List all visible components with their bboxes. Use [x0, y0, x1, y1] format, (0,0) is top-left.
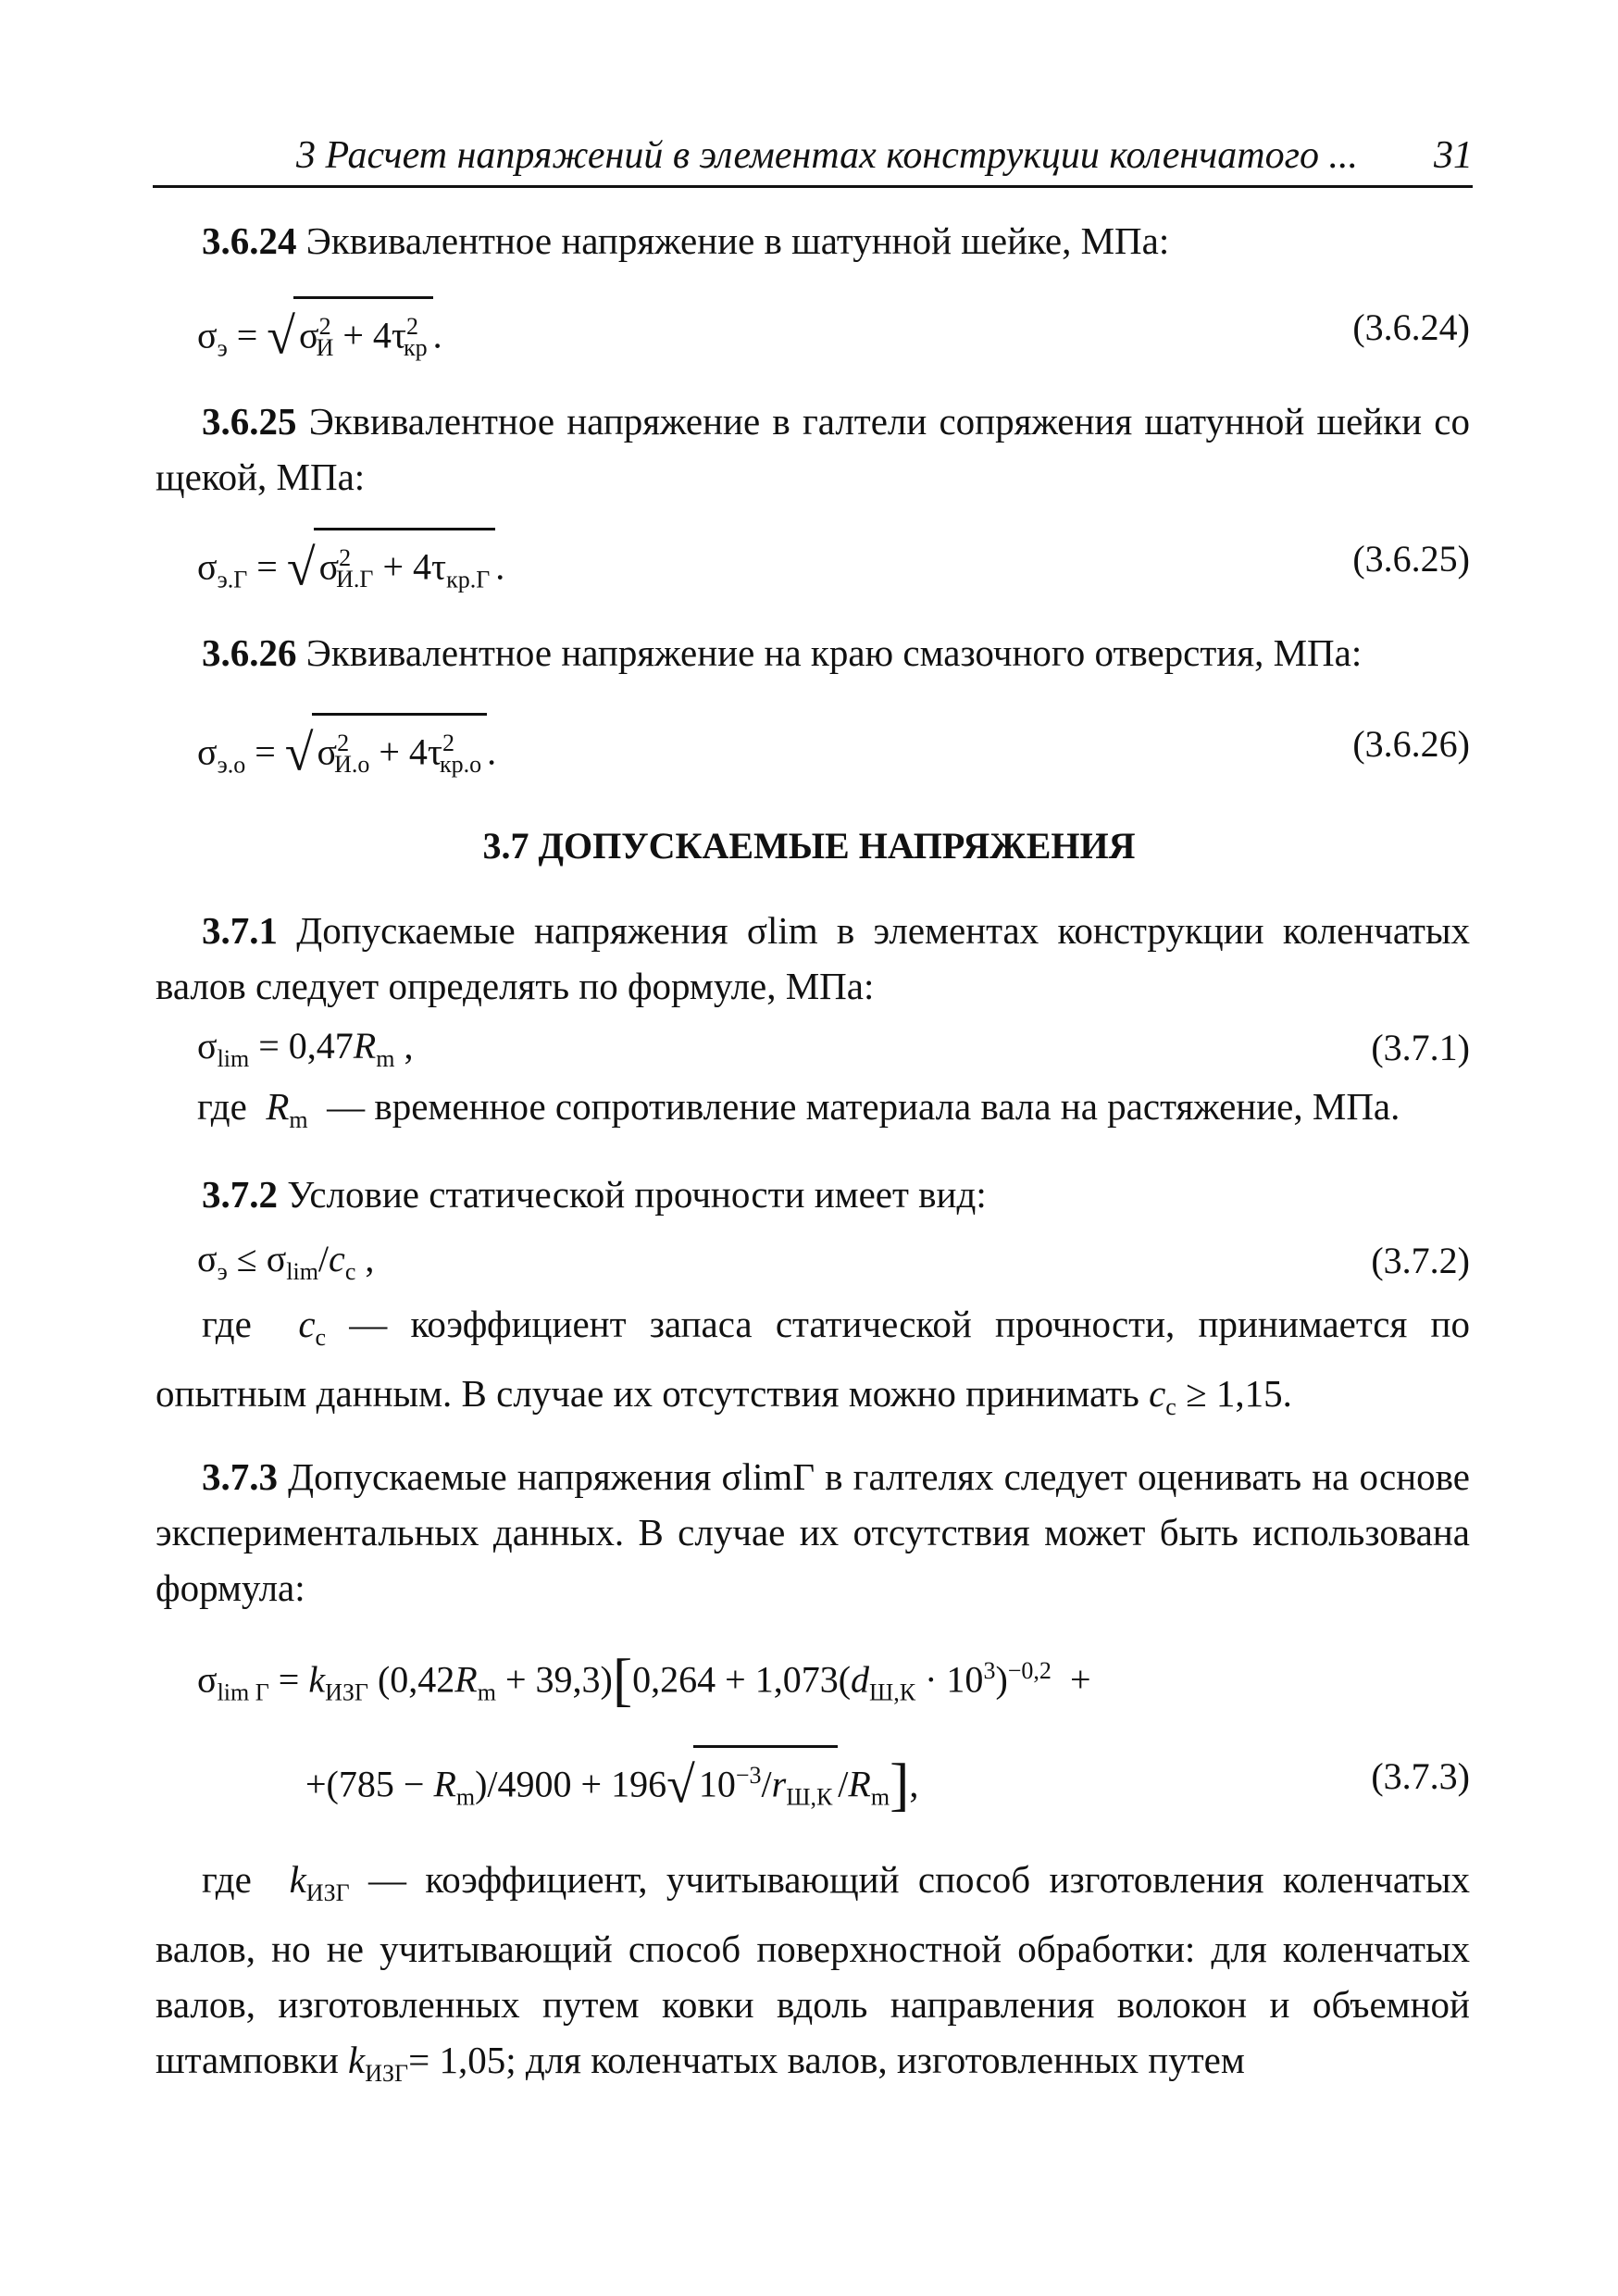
equation-number: (3.6.25)	[1352, 538, 1470, 580]
paragraph-3-7-1	[156, 903, 1470, 1014]
section-number: 3.7.1	[202, 909, 278, 952]
formula-text: = 0,47	[258, 1025, 354, 1067]
where-clause: где $c_с$ — коэффициент запаса статической прочности, принимается по опытным данным. В случае их отсутствия можно принимать $c_с \ge 1,15$.	[156, 1303, 1470, 1421]
formula-3-6-24: $\sigma_э$ = √ $\sigma^2_И + 4\tau^2_{кр}$ .	[197, 296, 442, 376]
paragraph-text: Допускаемые напряжения σlim в элементах конструкции коленчатых валов следует определять по формуле, МПа:	[156, 909, 1470, 1007]
formula-3-7-2: $\sigma_э \le \sigma_{lim}/c_с$ ,	[197, 1238, 375, 1285]
section-heading: 3.7 ДОПУСКАЕМЫЕ НАПРЯЖЕНИЯ	[482, 825, 1136, 867]
where-clause: где $k_{ИЗГ}$ — коэффициент, учитывающий способ изготовления коленчатых валов, но не учитывающий способ поверхностной обработки: для коленчатых валов, изготовленных путем ковки вдоль направления волокон и объемной штамповки $k_{ИЗГ}= 1,05$; для коленчатых валов, изготовленных путем	[156, 1858, 1470, 2088]
paragraph-text: Эквивалентное напряжение в галтели сопряжения шатунной шейки со щекой, МПа:	[156, 400, 1470, 498]
paragraph-text: Допускаемые напряжения σlimГ в галтелях следует оценивать на основе экспериментальных данных. В случае их отсутствия может быть использована формула:	[156, 1455, 1470, 1609]
equation-number: (3.7.3)	[1371, 1755, 1470, 1797]
where-value: = 1,05; для коленчатых валов, изготовленных путем	[408, 2039, 1245, 2082]
formula-part: · 10	[925, 1658, 984, 1701]
paragraph-3-7-3	[156, 1449, 1470, 1616]
paragraph-3-6-25	[156, 393, 1470, 505]
equation-number: (3.7.1)	[1371, 1027, 1470, 1068]
equation-number: (3.6.24)	[1352, 306, 1470, 348]
where-value: ≥ 1,15.	[1186, 1372, 1292, 1416]
paragraph-3-6-26	[156, 625, 1470, 680]
equation-number: (3.7.2)	[1371, 1240, 1470, 1281]
section-number: 3.7.2	[202, 1173, 278, 1216]
formula-3-6-26: $\sigma_{э.о}$ = √ $\sigma^2_{И.о} + 4\tau^2_{кр.о}$ .	[197, 713, 496, 792]
formula-part: +(785 −	[305, 1763, 425, 1805]
formula-3-7-1: $\sigma_{lim} = 0,47R_m$ ,	[197, 1025, 414, 1072]
paragraph-3-7-2	[156, 1167, 1470, 1222]
formula-3-6-25: $\sigma_{э.Г}$ = √ $\sigma^2_{И.Г} + 4\tau_{кр.Г}$ .	[197, 528, 504, 607]
where-text: — временное сопротивление материала вала на растяжение, МПа.	[327, 1085, 1400, 1128]
formula-part: 0,264 + 1,073	[632, 1658, 839, 1701]
where-text: — коэффициент запаса статической прочности, принимается по опытным данным. В случае их отсутствия можно принимать	[156, 1303, 1470, 1416]
page-number: 31	[1434, 134, 1473, 177]
equation-number: (3.6.26)	[1352, 723, 1470, 765]
formula-3-7-3-line2: $+(785 - R_m)/4900 + 196√$ $10^{-3}/r_{Ш,К}$ $/R_m$],	[305, 1745, 918, 1825]
where-clause: где $R_m$ — временное сопротивление материала вала на растяжение, МПа.	[197, 1085, 1400, 1134]
paragraph-text: Условие статической прочности имеет вид:	[278, 1173, 987, 1216]
running-header	[153, 130, 1473, 188]
formula-part: )/4900 + 196	[475, 1763, 667, 1805]
paragraph-3-6-24	[156, 213, 1470, 268]
where-text: — коэффициент, учитывающий способ изготовления коленчатых валов, но не учитывающий способ поверхностной обработки: для коленчатых валов, изготовленных путем ковки вдоль направления волокон и объемной штамповки	[156, 1858, 1470, 2082]
formula-part: (0,42	[377, 1658, 455, 1701]
formula-3-7-3-line1: $\sigma_{lim Г} = k_{ИЗГ}$ $(0,42R_m + 39,3)[0,264 + 1,073(d_{Ш,К} \cdot 10^3)^{-0,2}$ +	[197, 1646, 1091, 1713]
paragraph-text: Эквивалентное напряжение на краю смазочного отверстия, МПа:	[296, 631, 1363, 674]
header-title: 3 Расчет напряжений в элементах конструкции коленчатого ...	[296, 134, 1359, 177]
paragraph-text: Эквивалентное напряжение в шатунной шейке, МПа:	[296, 219, 1170, 262]
formula-part: + 39,3)	[504, 1658, 613, 1701]
section-number: 3.6.26	[202, 631, 297, 674]
section-number: 3.7.3	[202, 1455, 278, 1498]
section-number: 3.6.25	[202, 400, 297, 443]
formula-exponent: −0,2	[1007, 1657, 1052, 1684]
section-number: 3.6.24	[202, 219, 297, 262]
